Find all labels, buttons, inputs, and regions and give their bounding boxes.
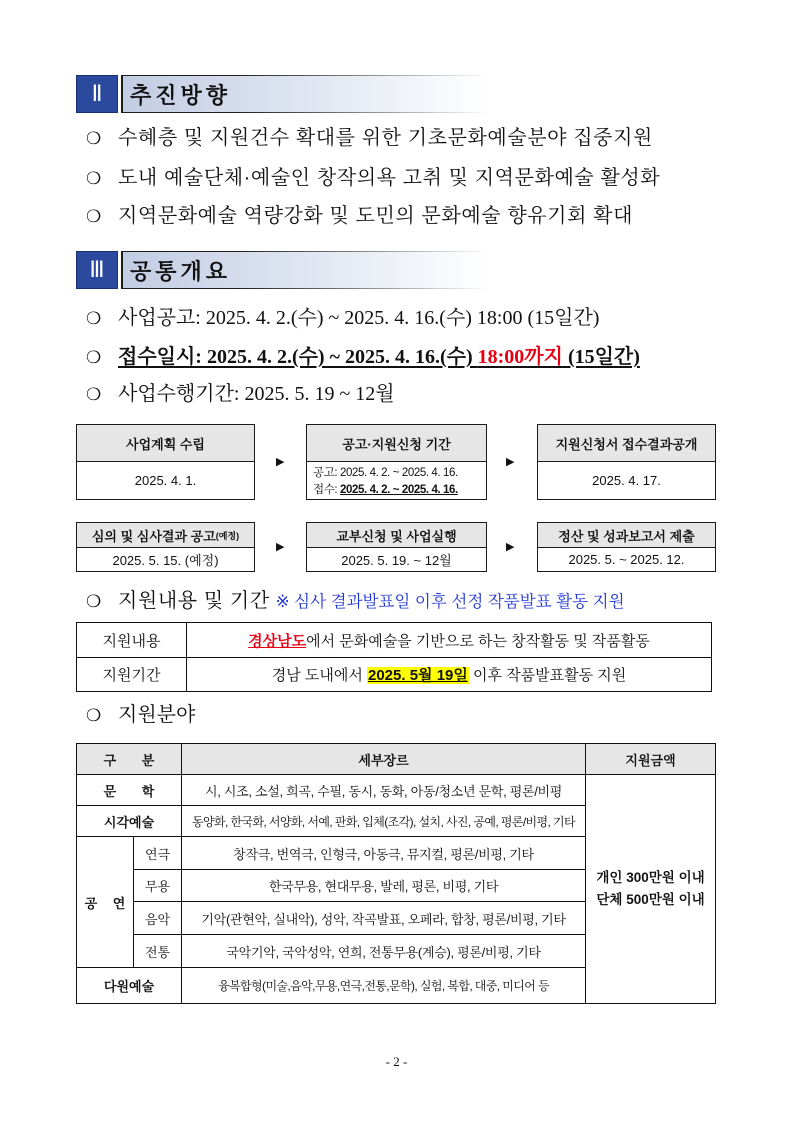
bullet-item-support-info [86,589,625,613]
category-visual-arts: 시각예술 [77,806,182,837]
receive-dates: 2025. 4. 2. ~ 2025. 4. 16. [340,484,458,497]
process-step-title: 교부신청 및 사업실행 [307,523,486,548]
receive-label: 접수: [313,484,341,497]
period-text: 사업수행기간: 2025. 5. 19 ~ 12월 [118,383,395,405]
category-literature: 문 학 [77,775,182,806]
genres-literature: 시, 시조, 소설, 희곡, 수필, 동시, 동화, 아동/청소년 문학, 평론/비평 [182,775,586,806]
genres-visual-arts: 동양화, 한국화, 서양화, 서예, 판화, 입체(조각), 설치, 사진, 공예, 평론/비평, 기타 [182,806,586,837]
process-step-date: 2025. 4. 1. [134,473,197,488]
subcategory-traditional: 전통 [134,935,182,968]
bullet-item [86,166,660,190]
bullet-item-support-fields [86,703,195,727]
process-step-title: 지원신청서 접수결과공개 [538,425,715,462]
circle-bullet-icon: ❍ [86,348,102,368]
process-step-plan [76,424,255,500]
section-header-overview [76,251,488,289]
support-period-value [187,658,712,692]
support-fields-heading: 지원분야 [118,704,196,726]
support-period-prefix: 경남 도내에서 [271,667,367,684]
process-step-review [76,522,255,572]
support-period-row [77,658,712,692]
table-header-row [77,744,716,775]
process-step-application [306,424,487,500]
section-title: 공통개요 [130,258,232,284]
arrow-right-icon: ▶ [506,540,515,553]
section-title: 추진방향 [130,82,232,108]
circle-bullet-icon: ❍ [86,309,102,329]
category-multidisciplinary: 다원예술 [77,968,182,1004]
process-step-title: 공고·지원신청 기간 [307,425,486,462]
support-amount [586,775,716,1004]
category-performance: 공 연 [77,837,134,968]
support-period-suffix: 이후 작품발표활동 지원 [468,667,627,684]
receive-period [313,481,458,497]
reception-deadline: 18:00까지 [477,346,563,368]
reception-prefix: 접수일시: 2025. 4. 2.(수) ~ 2025. 4. 16.(수) [118,346,478,368]
section-title-box [121,75,488,113]
support-period-date: 2025. 5월 19일 [367,667,468,684]
process-step-date: 2025. 5. 19. ~ 12월 [341,553,452,568]
header-genres: 세부장르 [182,744,586,775]
section-title-box [121,251,488,289]
circle-bullet-icon: ❍ [86,592,102,612]
process-step-title-text: 심의 및 심사결과 공고 [91,528,216,544]
subcategory-theater: 연극 [134,837,182,870]
reception-text [118,346,640,368]
page-number: - 2 - [385,1054,408,1069]
subcategory-dance: 무용 [134,870,182,902]
support-info-heading: 지원내용 및 기간 [118,590,270,612]
bullet-text: 도내 예술단체·예술인 창작의욕 고취 및 지역문화예술 활성화 [118,167,661,189]
bullet-item-period [86,382,395,406]
section-header-direction [76,75,488,113]
circle-bullet-icon: ❍ [86,706,102,726]
section-numeral: Ⅲ [76,251,118,289]
table-row [77,775,716,806]
process-step-settlement [537,522,716,572]
bullet-text: 수혜층 및 지원건수 확대를 위한 기초문화예술분야 집중지원 [118,127,653,149]
bullet-item [86,126,653,150]
amount-individual: 개인 300만원 이내 [596,870,705,885]
support-content-text: 에서 문화예술을 기반으로 하는 창작활동 및 작품활동 [306,632,650,650]
bullet-item-announcement [86,306,599,330]
genres-theater: 창작극, 번역극, 인형극, 아동극, 뮤지컬, 평론/비평, 기타 [182,837,586,870]
circle-bullet-icon: ❍ [86,129,102,149]
circle-bullet-icon: ❍ [86,385,102,405]
genres-multidisciplinary: 융복합형(미술,음악,무용,연극,전통,문학), 실험, 복합, 대중, 미디어 등 [182,968,586,1004]
support-info-note: ※ 심사 결과발표일 이후 선정 작품발표 활동 지원 [275,593,625,611]
process-step-dates [307,462,486,499]
support-period-label: 지원기간 [77,658,187,692]
arrow-right-icon: ▶ [506,455,515,468]
header-category: 구 분 [77,744,182,775]
circle-bullet-icon: ❍ [86,207,102,227]
circle-bullet-icon: ❍ [86,169,102,189]
subcategory-music: 음악 [134,902,182,935]
bullet-item [86,204,633,228]
bullet-item-reception [86,345,640,369]
support-content-row [77,623,712,658]
process-step-date: 2025. 5. ~ 2025. 12. [568,552,685,567]
header-amount: 지원금액 [586,744,716,775]
arrow-right-icon: ▶ [276,455,285,468]
section-numeral: Ⅱ [76,75,118,113]
reception-suffix: (15일간) [562,346,640,368]
bullet-text: 지역문화예술 역량강화 및 도민의 문화예술 향유기회 확대 [118,205,634,227]
amount-group: 단체 500만원 이내 [596,892,705,907]
genres-music: 기악(관현악, 실내악), 성악, 작곡발표, 오페라, 합창, 평론/비평, 기타 [182,902,586,935]
process-step-title: 정산 및 성과보고서 제출 [538,523,715,548]
process-step-title [77,523,254,548]
process-step-title-note: (예정) [215,530,240,541]
announce-period: 공고: 2025. 4. 2. ~ 2025. 4. 16. [313,466,458,479]
announcement-text: 사업공고: 2025. 4. 2.(수) ~ 2025. 4. 16.(수) 18:00 (15일간) [118,307,600,329]
genres-traditional: 국악기악, 국악성악, 연희, 전통무용(계승), 평론/비평, 기타 [182,935,586,968]
process-step-result-disclosure [537,424,716,500]
support-info-table [76,622,712,692]
support-fields-table [76,743,716,1004]
process-step-title: 사업계획 수립 [77,425,254,462]
support-content-value [187,623,712,658]
support-content-label: 지원내용 [77,623,187,658]
process-step-date: 2025. 4. 17. [592,473,661,488]
arrow-right-icon: ▶ [276,540,285,553]
genres-dance: 한국무용, 현대무용, 발레, 평론, 비평, 기타 [182,870,586,902]
process-step-date: 2025. 5. 15. (예정) [112,553,219,568]
support-region: 경상남도 [248,632,307,650]
process-step-execution [306,522,487,572]
